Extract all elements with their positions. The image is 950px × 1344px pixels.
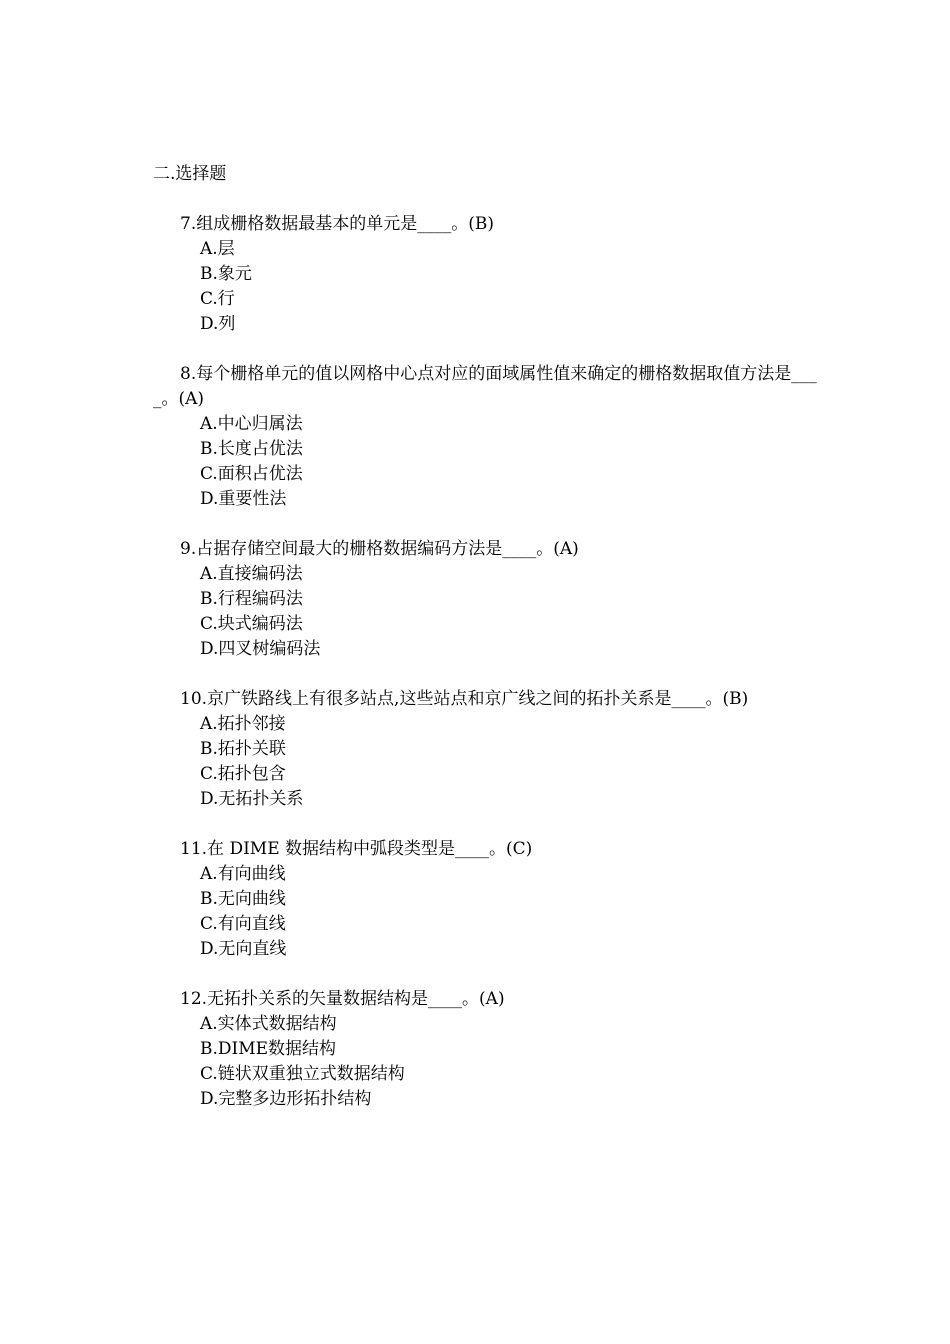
option-c: C.面积占优法	[200, 464, 303, 484]
option-c: C.有向直线	[200, 914, 286, 934]
option-b: B.拓扑关联	[200, 739, 286, 759]
option-d: D.四叉树编码法	[200, 639, 321, 659]
option-d: D.无拓扑关系	[200, 789, 304, 809]
option-a: A.拓扑邻接	[200, 714, 286, 734]
option-a: A.直接编码法	[200, 564, 303, 584]
question-12	[153, 987, 833, 1112]
option-c: C.块式编码法	[200, 614, 303, 634]
question-stem: 8.每个栅格单元的值以网格中心点对应的面域属性值来确定的栅格数据取值方法是____。(A)	[153, 364, 817, 409]
question-stem: 9.占据存储空间最大的栅格数据编码方法是____。(A)	[180, 539, 579, 559]
option-b: B.象元	[200, 264, 252, 284]
question-stem: 10.京广铁路线上有很多站点,这些站点和京广线之间的拓扑关系是____。(B)	[180, 689, 749, 709]
question-7	[153, 212, 833, 337]
option-a: A.有向曲线	[200, 864, 286, 884]
option-d: D.重要性法	[200, 489, 287, 509]
option-a: A.中心归属法	[200, 414, 303, 434]
option-b: B.行程编码法	[200, 589, 303, 609]
question-10	[153, 687, 833, 812]
option-d: D.列	[200, 314, 236, 334]
option-c: C.拓扑包含	[200, 764, 286, 784]
question-9	[153, 537, 833, 662]
option-c: C.链状双重独立式数据结构	[200, 1064, 405, 1084]
question-8	[153, 362, 833, 512]
question-stem: 12.无拓扑关系的矢量数据结构是____。(A)	[180, 989, 505, 1009]
option-c: C.行	[200, 289, 235, 309]
option-a: A.层	[200, 239, 235, 259]
section-heading: 二.选择题	[153, 164, 227, 184]
question-11	[153, 837, 833, 962]
option-b: B.无向曲线	[200, 889, 286, 909]
option-b: B.长度占优法	[200, 439, 303, 459]
option-d: D.无向直线	[200, 939, 287, 959]
question-list	[153, 212, 833, 1137]
question-stem: 7.组成栅格数据最基本的单元是____。(B)	[180, 214, 494, 234]
option-a: A.实体式数据结构	[200, 1014, 337, 1034]
question-stem: 11.在 DIME 数据结构中弧段类型是____。(C)	[180, 839, 533, 859]
option-d: D.完整多边形拓扑结构	[200, 1089, 372, 1109]
option-b: B.DIME数据结构	[200, 1039, 337, 1059]
